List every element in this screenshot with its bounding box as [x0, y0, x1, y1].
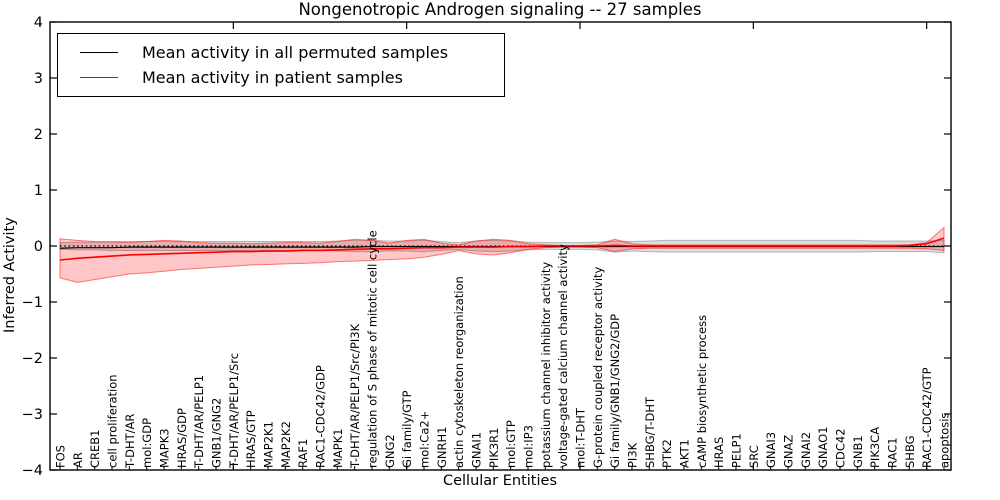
x-tick-label: SRC	[746, 445, 761, 468]
x-tick-label: RAC1-CDC42/GDP	[313, 365, 328, 468]
chart-title: Nongenotropic Androgen signaling -- 27 samples	[298, 0, 702, 19]
x-tick-label: CDC42	[833, 428, 848, 468]
y-tick-label: 4	[33, 15, 43, 31]
x-tick-label: RAC1	[885, 437, 900, 468]
legend-line-red-icon	[80, 77, 118, 78]
x-tick-label: potassium channel inhibitor activity	[538, 261, 553, 468]
legend-item-patient	[66, 68, 496, 87]
x-tick-label: MAP2K1	[261, 421, 276, 468]
x-tick-label: MAPK3	[157, 428, 172, 468]
x-tick-label: PI3K	[625, 442, 640, 468]
x-tick-label: GNAI1	[469, 431, 484, 468]
x-tick-label: HRAS	[712, 436, 727, 468]
x-tick-label: T-DHT/AR/PELP1/Src	[226, 352, 241, 468]
x-tick-label: PELP1	[729, 433, 744, 468]
x-tick-label: PIK3CA	[868, 426, 883, 468]
x-tick-label: cAMP biosynthetic process	[694, 314, 709, 468]
y-tick-label: −3	[21, 407, 43, 423]
x-tick-label: MAPK1	[330, 428, 345, 468]
x-tick-label: GNRH1	[434, 426, 449, 468]
y-tick-label: 0	[33, 239, 43, 255]
y-tick-label: −4	[21, 463, 43, 479]
y-axis-label: Inferred Activity	[2, 217, 18, 333]
x-tick-label: apoptosis	[937, 412, 952, 468]
x-tick-label: SHBG	[902, 435, 917, 468]
x-tick-label: AR	[70, 452, 85, 468]
x-tick-label: regulation of S phase of mitotic cell cycle	[365, 230, 380, 468]
y-tick-label: 1	[33, 183, 43, 199]
x-tick-label: GNB1/GNG2	[209, 397, 224, 468]
x-tick-label: GNAI3	[764, 431, 779, 468]
legend-label-permuted: Mean activity in all permuted samples	[142, 43, 449, 62]
x-axis-label: Cellular Entities	[442, 473, 558, 489]
x-tick-label: mol:GDP	[140, 417, 155, 468]
x-tick-label: Gi family/GNB1/GNG2/GDP	[608, 313, 623, 468]
x-tick-label: T-DHT/AR/PELP1/Src/PI3K	[348, 323, 363, 468]
patient-band	[60, 228, 944, 283]
y-tick-label: −1	[21, 295, 43, 311]
x-tick-label: Gi family/GTP	[400, 390, 415, 468]
x-tick-label: RAF1	[296, 438, 311, 468]
x-tick-label: T-DHT/AR	[122, 413, 137, 468]
x-tick-label: G-protein coupled receptor activity	[590, 266, 605, 468]
x-tick-label: FOS	[53, 445, 68, 468]
x-tick-label: RAC1-CDC42/GTP	[920, 367, 935, 468]
x-tick-label: HRAS/GTP	[244, 410, 259, 468]
legend	[57, 33, 505, 97]
y-tick-label: −2	[21, 351, 43, 367]
x-tick-label: GNB1	[850, 435, 865, 468]
x-tick-label: GNG2	[382, 434, 397, 468]
x-tick-label: voltage-gated calcium channel activity	[556, 244, 571, 468]
y-tick-label: 2	[33, 127, 43, 143]
x-tick-label: CREB1	[88, 429, 103, 468]
x-tick-label: mol:T-DHT	[573, 408, 588, 468]
x-tick-label: GNAZ	[781, 434, 796, 468]
x-tick-label: mol:Ca2+	[417, 410, 432, 468]
x-tick-label: SHBG/T-DHT	[642, 396, 657, 468]
x-tick-label: GNAO1	[816, 426, 831, 468]
x-tick-label: mol:IP3	[521, 425, 536, 468]
x-tick-label: GNAI2	[798, 431, 813, 468]
x-tick-label: AKT1	[677, 439, 692, 468]
legend-label-patient: Mean activity in patient samples	[142, 68, 403, 87]
legend-item-permuted	[66, 43, 496, 62]
x-tick-label: mol:GTP	[504, 420, 519, 468]
x-tick-label: PIK3R1	[486, 427, 501, 468]
x-tick-label: T-DHT/AR/PELP1	[192, 374, 207, 468]
x-tick-label: HRAS/GDP	[174, 408, 189, 468]
x-tick-label: cell proliferation	[105, 374, 120, 468]
x-tick-label: PTK2	[660, 439, 675, 468]
legend-line-black-icon	[80, 52, 118, 53]
x-tick-label: MAP2K2	[278, 421, 293, 468]
x-tick-label: actin cytoskeleton reorganization	[452, 276, 467, 468]
y-tick-label: 3	[33, 71, 43, 87]
